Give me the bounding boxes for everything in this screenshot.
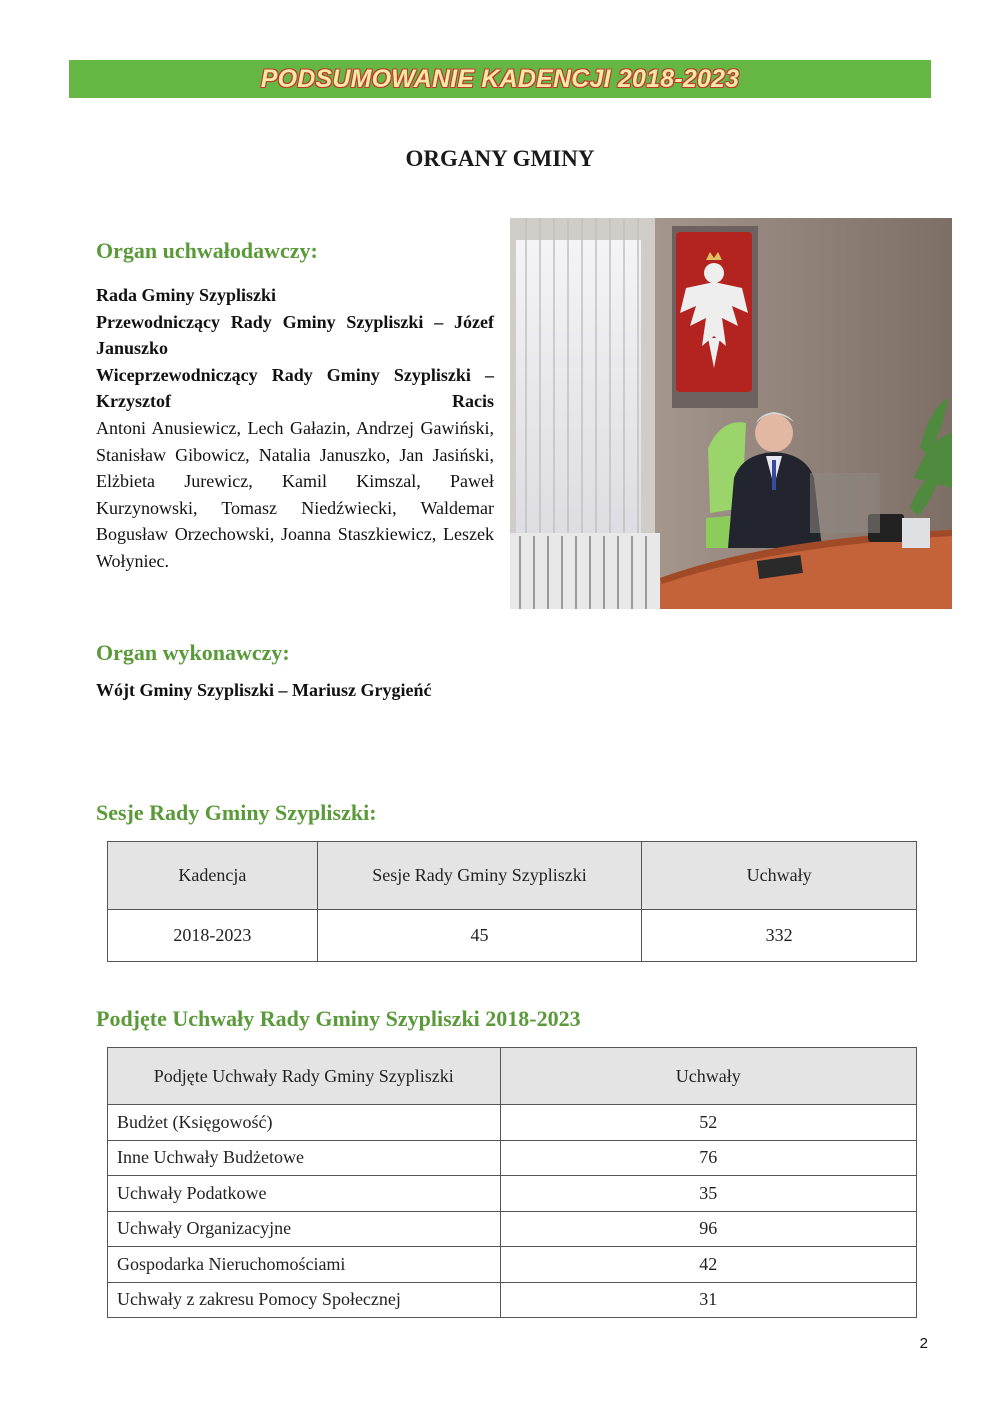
resolution-category: Uchwały z zakresu Pomocy Społecznej bbox=[108, 1282, 501, 1318]
resolution-count: 52 bbox=[500, 1105, 916, 1141]
council-members: Antoni Anusiewicz, Lech Gałazin, Andrzej Gawiński, Stanisław Gibowicz, Natalia Januszko, Jan Jasiński, Elżbieta Jurewicz, Kamil Kimszal, Paweł Kurzynowski, Tomasz Niedźwiecki, Waldemar Bogusław Orzechowski, Joanna Staszkiewicz, Leszek Wołyniec. bbox=[96, 417, 494, 571]
council-block bbox=[96, 282, 494, 575]
resolution-category: Gospodarka Nieruchomościami bbox=[108, 1247, 501, 1283]
sessions-header-cell: Sesje Rady Gminy Szypliszki bbox=[317, 842, 642, 910]
table-row bbox=[108, 1176, 917, 1212]
legislative-heading: Organ uchwałodawczy: bbox=[96, 238, 318, 263]
page-number: 2 bbox=[919, 1335, 928, 1352]
resolutions-heading: Podjęte Uchwały Rady Gminy Szypliszki 2018-2023 bbox=[96, 1006, 581, 1031]
resolution-category: Uchwały Podatkowe bbox=[108, 1176, 501, 1212]
header-banner bbox=[69, 60, 931, 98]
sessions-resolutions-cell: 332 bbox=[642, 910, 917, 962]
table-row bbox=[108, 1140, 917, 1176]
sessions-header-row bbox=[108, 842, 917, 910]
resolutions-header-row bbox=[108, 1048, 917, 1105]
resolution-count: 96 bbox=[500, 1211, 916, 1247]
resolutions-table bbox=[107, 1047, 917, 1318]
resolutions-header-cell: Podjęte Uchwały Rady Gminy Szypliszki bbox=[108, 1048, 501, 1105]
council-name: Rada Gminy Szypliszki bbox=[96, 285, 277, 305]
banner-title: PODSUMOWANIE KADENCJI 2018-2023 bbox=[260, 64, 740, 93]
table-row bbox=[108, 1247, 917, 1283]
office-photo-illustration bbox=[510, 218, 952, 609]
sessions-header-cell: Kadencja bbox=[108, 842, 318, 910]
council-chair: Przewodniczący Rady Gminy Szypliszki – Józef Januszko bbox=[96, 311, 494, 359]
page-title: ORGANY GMINY bbox=[405, 146, 595, 171]
sessions-table bbox=[107, 841, 917, 962]
mayor-line: Wójt Gminy Szypliszki – Mariusz Grygieńć bbox=[96, 680, 432, 700]
executive-heading: Organ wykonawczy: bbox=[96, 640, 290, 665]
table-row bbox=[108, 1105, 917, 1141]
resolution-category: Budżet (Księgowość) bbox=[108, 1105, 501, 1141]
sessions-term-cell: 2018-2023 bbox=[108, 910, 318, 962]
resolution-count: 31 bbox=[500, 1282, 916, 1318]
resolutions-header-cell: Uchwały bbox=[500, 1048, 916, 1105]
resolution-category: Inne Uchwały Budżetowe bbox=[108, 1140, 501, 1176]
council-vice-chair: Wiceprzewodniczący Rady Gminy Szypliszki – Krzysztof Racis bbox=[96, 364, 494, 412]
office-photo bbox=[510, 218, 952, 609]
resolution-count: 35 bbox=[500, 1176, 916, 1212]
sessions-count-cell: 45 bbox=[317, 910, 642, 962]
sessions-header-cell: Uchwały bbox=[642, 842, 917, 910]
table-row bbox=[108, 1211, 917, 1247]
resolution-count: 42 bbox=[500, 1247, 916, 1283]
sessions-heading: Sesje Rady Gminy Szypliszki: bbox=[96, 800, 377, 825]
sessions-data-row bbox=[108, 910, 917, 962]
resolution-count: 76 bbox=[500, 1140, 916, 1176]
resolution-category: Uchwały Organizacyjne bbox=[108, 1211, 501, 1247]
table-row bbox=[108, 1282, 917, 1318]
